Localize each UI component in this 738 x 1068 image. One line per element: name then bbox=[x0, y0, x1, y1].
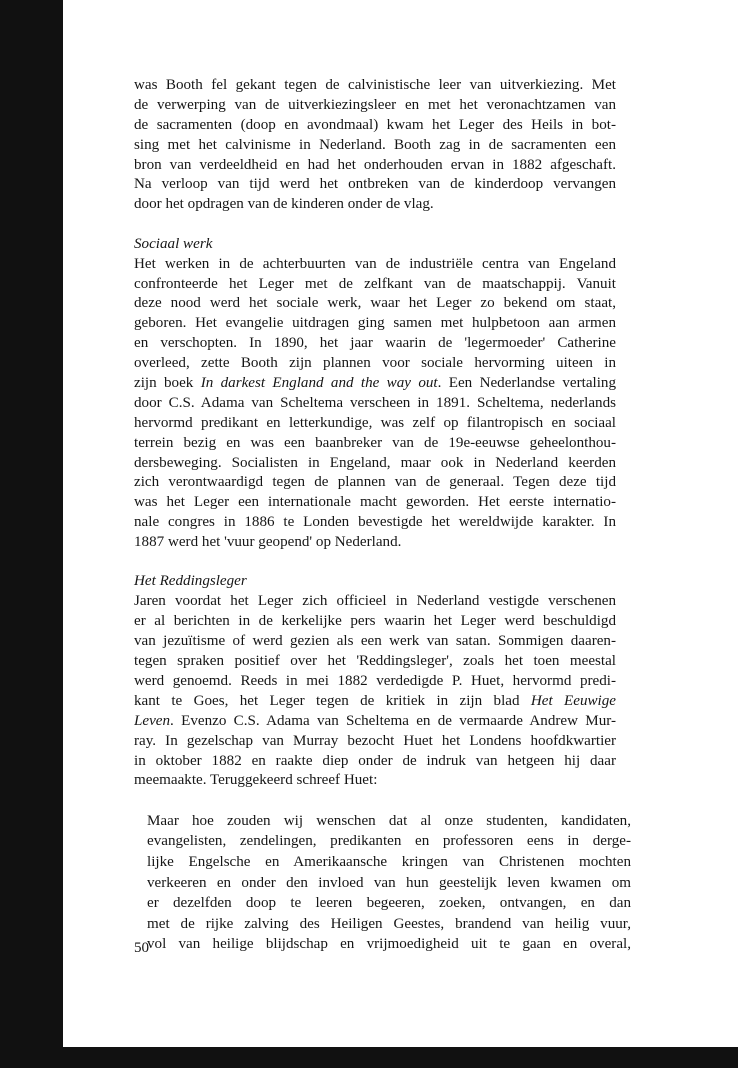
text-line: geboren. Het evangelie uitdragen ging samen met hulpbetoon aan armen bbox=[134, 315, 616, 332]
text-fragment: . Evenzo C.S. Adama van Scheltema en de vermaarde Andrew Mur- bbox=[170, 712, 616, 729]
text-fragment: zijn boek bbox=[134, 374, 201, 391]
text-line: confronteerde het Leger met de zelfkant van de maatschappij. Vanuit bbox=[134, 275, 616, 292]
body-text bbox=[134, 76, 631, 955]
text-fragment: . Een Nederlandse vertaling bbox=[437, 374, 616, 391]
quote-line: evangelisten, zendelingen, predikanten en professoren eens in derge- bbox=[147, 833, 631, 850]
section-reddingsleger bbox=[134, 572, 616, 791]
paragraph-gap bbox=[134, 553, 616, 573]
section-sociaal-werk bbox=[134, 235, 616, 553]
text-line: er al berichten in de kerkelijke pers waarin het Leger werd beschuldigd bbox=[134, 613, 616, 630]
quote-line: met de rijke zalving des Heiligen Geestes, brandend van heilig vuur, bbox=[147, 915, 631, 932]
text-line: nale congres in 1886 te Londen bevestigde het wereldwijde karakter. In bbox=[134, 514, 616, 531]
text-line: door het opdragen van de kinderen onder de vlag. bbox=[134, 196, 434, 213]
text-line: meemaakte. Teruggekeerd schreef Huet: bbox=[134, 772, 378, 789]
text-line: 1887 werd het 'vuur geopend' op Nederland. bbox=[134, 534, 402, 551]
text-line: bron van verdeeldheid en had het onderhouden ervan in 1882 afgeschaft. bbox=[134, 156, 616, 173]
text-line: Na verloop van tijd werd het ontbreken van de kinderdoop vervangen bbox=[134, 176, 616, 193]
text-line: door C.S. Adama van Scheltema verscheen in 1891. Scheltema, nederlands bbox=[134, 394, 616, 411]
text-line: en verschopten. In 1890, het jaar waarin de 'legermoeder' Catherine bbox=[134, 335, 616, 352]
text-line: deze nood werd het sociale werk, waar het Leger zo bekend om staat, bbox=[134, 295, 616, 312]
paragraph-booth-calvinism bbox=[134, 76, 616, 215]
text-line: in oktober 1882 en raakte diep onder de indruk van hetgeen hij daar bbox=[134, 752, 616, 769]
text-fragment: kant te Goes, het Leger tegen de kritiek in zijn blad bbox=[134, 692, 531, 709]
periodical-title: Het Eeuwige bbox=[530, 692, 616, 709]
text-line: de sacramenten (doop en avondmaal) kwam het Leger des Heils in bot- bbox=[134, 116, 616, 133]
book-title: In darkest England and the way out bbox=[200, 374, 438, 391]
quote-line: Maar hoe zouden wij wenschen dat al onze studenten, kandidaten, bbox=[147, 812, 631, 829]
paragraph-gap bbox=[134, 215, 616, 235]
text-line: was Booth fel gekant tegen de calvinistische leer van uitverkiezing. Met bbox=[134, 77, 616, 93]
scan-border-bottom bbox=[63, 1047, 738, 1068]
section-heading: Het Reddingsleger bbox=[134, 573, 247, 590]
section-heading: Sociaal werk bbox=[134, 235, 213, 252]
text-line: overleed, zette Booth zijn plannen voor sociale hervorming uiteen in bbox=[134, 355, 616, 372]
text-line: ray. In gezelschap van Murray bezocht Huet het Londens hoofdkwartier bbox=[134, 732, 616, 749]
periodical-title: Leven bbox=[134, 712, 171, 729]
block-quote-huet bbox=[147, 811, 631, 955]
text-line: Het werken in de achterbuurten van de industriële centra van Engeland bbox=[134, 255, 616, 272]
scan-border-left bbox=[0, 0, 63, 1068]
text-line: werd genoemd. Reeds in mei 1882 verdedigde P. Huet, hervormd predi- bbox=[134, 672, 616, 689]
text-line: de verwerping van de uitverkiezingsleer en met het veronachtzamen van bbox=[134, 96, 616, 113]
quote-line: vol van heilige blijdschap en vrijmoedigheid uit te gaan en overal, bbox=[147, 936, 631, 953]
text-line: tegen spraken positief over het 'Reddingsleger', zoals het toen meestal bbox=[134, 653, 616, 670]
text-line: was het Leger een internationale macht geworden. Het eerste internatio- bbox=[134, 494, 616, 511]
text-line-with-book-title bbox=[134, 374, 616, 394]
quote-line: verkeeren en onder den invloed van hun geestelijk leven kwamen om bbox=[147, 874, 631, 891]
paragraph-gap bbox=[134, 791, 616, 811]
text-line-with-periodical-title bbox=[134, 692, 616, 712]
text-line: dersbeweging. Socialisten in Engeland, maar ook in Nederland keerden bbox=[134, 454, 616, 471]
text-line: sing met het calvinisme in Nederland. Booth zag in de sacramenten een bbox=[134, 136, 616, 153]
page-number: 50 bbox=[134, 940, 150, 956]
text-line: zich verontwaardigd tegen de plannen van de generaal. Tegen deze tijd bbox=[134, 474, 616, 491]
text-line: terrein bezig en was een baanbreker van de 19e-eeuwse geheelonthou- bbox=[134, 434, 616, 451]
quote-line: er dezelfden doop te leeren begeeren, zoeken, ontvangen, en dan bbox=[147, 895, 631, 912]
text-line: Jaren voordat het Leger zich officieel in Nederland vestigde verschenen bbox=[134, 593, 616, 610]
text-line: van jezuïtisme of werd gezien als een werk van satan. Sommigen daaren- bbox=[134, 633, 616, 650]
text-line-with-periodical-title bbox=[134, 712, 616, 732]
quote-line: lijke Engelsche en Amerikaansche kringen van Christenen mochten bbox=[147, 853, 631, 870]
text-line: hervormd predikant en letterkundige, was zelf op filantropisch en sociaal bbox=[134, 414, 616, 431]
